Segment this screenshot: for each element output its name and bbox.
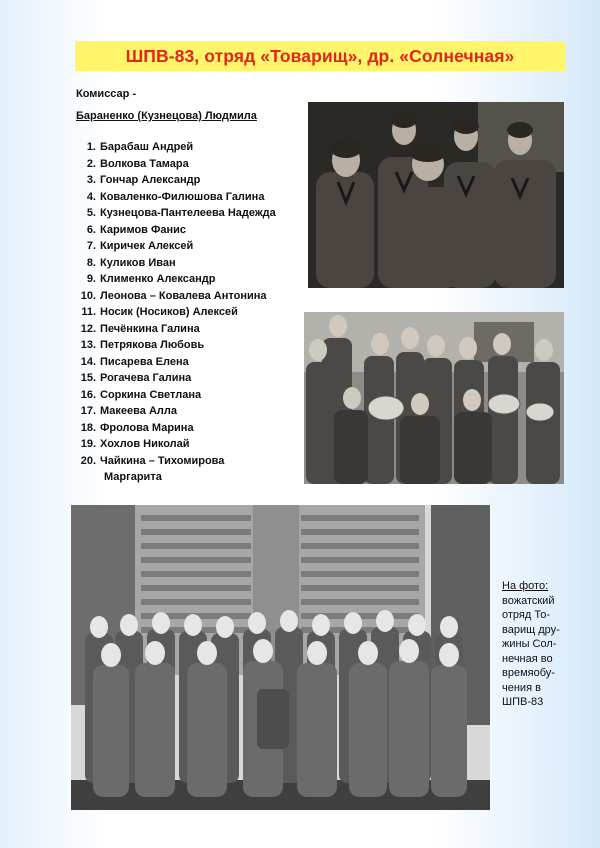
group-photo-indoor: [308, 102, 564, 288]
group-photo-band-image: [304, 312, 564, 484]
item-number: 15.: [80, 372, 96, 384]
item-number: 5.: [86, 207, 96, 219]
item-number: 7.: [86, 240, 96, 252]
member-name: Печёнкина Галина: [100, 322, 200, 335]
member-name: Барабаш Андрей: [100, 141, 194, 153]
member-name: Клименко Александр: [100, 273, 216, 285]
commissar-name: Бараненко (Кузнецова) Людмила: [76, 110, 257, 122]
group-photo-indoor-image: [308, 102, 564, 288]
list-item: [74, 189, 276, 206]
page-title: ШПВ-83, отряд «Товарищ», др. «Солнечная»: [125, 45, 515, 66]
item-number: 8.: [86, 256, 96, 269]
caption-line: времяобу-: [502, 667, 555, 679]
list-item: [74, 271, 276, 288]
item-number: 1.: [86, 141, 96, 153]
list-item: [74, 238, 276, 255]
list-item: [74, 222, 276, 239]
member-name: Гончар Александр: [100, 174, 201, 186]
group-photo-outdoor-image: [71, 505, 490, 810]
caption-line: чения в: [502, 681, 541, 694]
item-number: 4.: [86, 190, 96, 203]
list-item: [74, 321, 276, 338]
caption-line: жины Сол-: [502, 638, 557, 650]
item-number: 11.: [81, 306, 96, 318]
photo-caption: [502, 579, 572, 710]
list-item: [74, 436, 276, 453]
item-number: 19.: [80, 438, 96, 450]
list-item: [74, 420, 276, 437]
member-name: Коваленко-Филюшова Галина: [100, 190, 265, 203]
member-name: Носик (Носиков) Алексей: [100, 306, 238, 318]
item-number: 10.: [80, 289, 96, 302]
caption-heading: На фото:: [502, 580, 549, 592]
list-item: [74, 172, 276, 189]
list-item: [74, 156, 276, 173]
member-name: Волкова Тамара: [100, 157, 189, 170]
group-photo-outdoor: [71, 505, 490, 810]
list-item: [74, 255, 276, 272]
member-name: Леонова – Ковалева Антонина: [100, 289, 267, 302]
item-number: 16.: [80, 388, 96, 401]
member-name: Каримов Фанис: [100, 223, 187, 236]
item-number: 6.: [86, 223, 96, 236]
item-number: 9.: [86, 273, 96, 285]
item-number: 2.: [86, 157, 96, 170]
list-item: [74, 205, 276, 222]
caption-line: вожатский: [502, 594, 555, 607]
item-number: 3.: [86, 174, 96, 186]
group-photo-band: [304, 312, 564, 484]
member-name: Чайкина – Тихомирова: [100, 454, 225, 467]
commissar-label: Комиссар -: [76, 88, 137, 100]
member-name: Соркина Светлана: [100, 388, 202, 401]
item-number: 14.: [80, 355, 96, 368]
member-name: Хохлов Николай: [100, 438, 190, 450]
member-name: Макеева Алла: [100, 405, 177, 417]
caption-line: варищ дру-: [502, 623, 560, 636]
list-item: [74, 370, 276, 387]
member-name: Киричек Алексей: [100, 240, 194, 252]
list-item: [74, 139, 276, 156]
item-number: 17.: [80, 405, 96, 417]
list-item-continuation: [74, 469, 276, 486]
list-item: [74, 288, 276, 305]
member-name: Рогачева Галина: [100, 372, 192, 384]
list-item: [74, 453, 276, 470]
list-item: [74, 337, 276, 354]
item-number: 20.: [80, 454, 96, 467]
list-item: [74, 387, 276, 404]
member-list: [74, 139, 276, 486]
caption-line: нечная во: [502, 652, 553, 665]
list-item: [74, 304, 276, 321]
member-name: Куликов Иван: [100, 256, 176, 269]
item-number: 12.: [80, 322, 96, 335]
member-name: Кузнецова-Пантелеева Надежда: [100, 207, 276, 219]
member-name: Фролова Марина: [100, 421, 194, 434]
title-banner: [75, 41, 565, 71]
caption-line: отряд То-: [502, 609, 550, 621]
item-number: 18.: [80, 421, 96, 434]
list-item: [74, 403, 276, 420]
caption-line: ШПВ-83: [502, 696, 544, 708]
member-name: Писарева Елена: [100, 355, 189, 368]
member-name: Петрякова Любовь: [100, 339, 205, 351]
member-name-continuation: Маргарита: [104, 471, 162, 483]
list-item: [74, 354, 276, 371]
item-number: 13.: [80, 339, 96, 351]
